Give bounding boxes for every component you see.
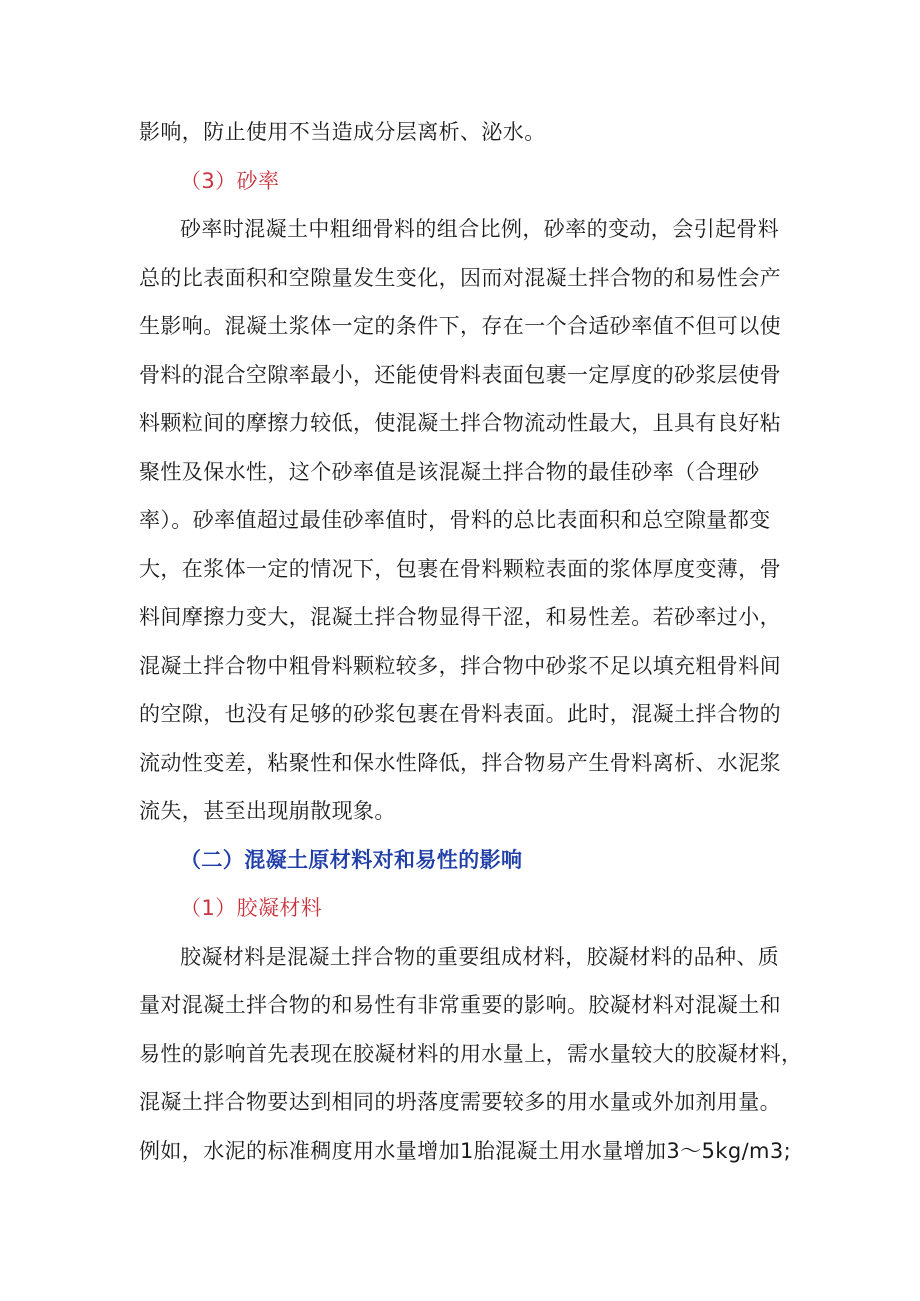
paragraph-line: 例如，水泥的标准稠度用水量增加1胎混凝土用水量增加3～5kg∕m3; [139, 1139, 792, 1163]
paragraph-line: 大，在浆体一定的情况下，包裹在骨料颗粒表面的浆体厚度变薄，骨 [139, 557, 781, 581]
section-heading-raw-materials: （二）混凝土原材料对和易性的影响 [180, 848, 523, 872]
paragraph-line: 总的比表面积和空隙量发生变化，因而对混凝土拌合物的和易性会产 [139, 266, 781, 290]
paragraph-line: 的空隙，也没有足够的砂浆包裹在骨料表面。此时，混凝土拌合物的 [139, 702, 781, 726]
paragraph-line: 混凝土拌合物中粗骨料颗粒较多，拌合物中砂浆不足以填充粗骨料间 [139, 654, 781, 678]
paragraph-line: 率）。砂率值超过最佳砂率值时，骨料的总比表面积和总空隙量都变 [139, 508, 771, 532]
paragraph-line: 料间摩擦力变大，混凝土拌合物显得干涩，和易性差。若砂率过小， [139, 605, 781, 629]
paragraph-line: 骨料的混合空隙率最小，还能使骨料表面包裹一定厚度的砂浆层使骨 [139, 363, 781, 387]
paragraph-line: 生影响。混凝土浆体一定的条件下，存在一个合适砂率值不但可以使 [139, 314, 781, 338]
paragraph-line: 砂率时混凝土中粗细骨料的组合比例，砂率的变动，会引起骨料 [180, 217, 780, 241]
paragraph-line: 量对混凝土拌合物的和易性有非常重要的影响。胶凝材料对混凝土和 [139, 993, 781, 1017]
paragraph-line: 胶凝材料是混凝土拌合物的重要组成材料，胶凝材料的品种、质 [180, 945, 780, 969]
subheading-binder-materials: （1）胶凝材料 [180, 896, 323, 920]
subheading-sand-ratio: （3）砂率 [180, 169, 280, 193]
paragraph-line: 聚性及保水性，这个砂率值是该混凝土拌合物的最佳砂率（合理砂 [139, 460, 760, 484]
paragraph-line: 影响，防止使用不当造成分层离析、泌水。 [139, 120, 546, 144]
paragraph-line: 易性的影响首先表现在胶凝材料的用水量上，需水量较大的胶凝材料， [139, 1042, 803, 1066]
paragraph-line: 混凝土拌合物要达到相同的坍落度需要较多的用水量或外加剂用量。 [139, 1090, 781, 1114]
paragraph-line: 料颗粒间的摩擦力较低，使混凝土拌合物流动性最大，且具有良好粘 [139, 411, 781, 435]
paragraph-line: 流动性变差，粘聚性和保水性降低，拌合物易产生骨料离析、水泥浆 [139, 751, 781, 775]
paragraph-line: 流失，甚至出现崩散现象。 [139, 799, 396, 823]
